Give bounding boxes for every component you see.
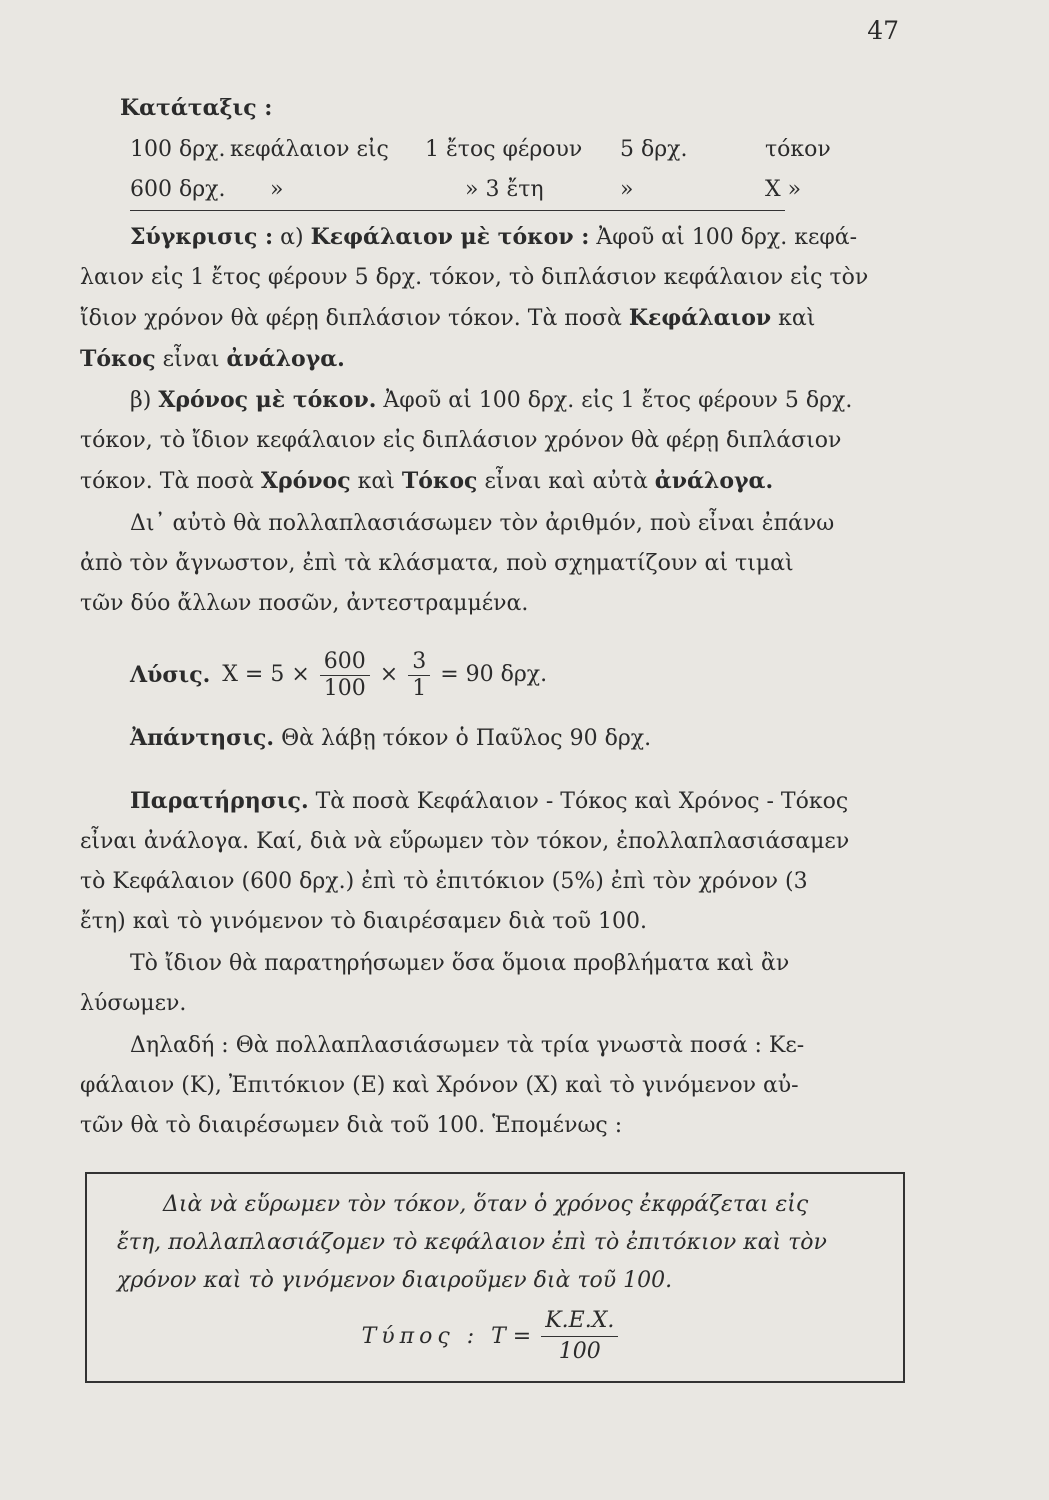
answer-text: Θὰ λάβῃ τόκον ὁ Παῦλος 90 δρχ.: [281, 726, 652, 751]
compare-b-bold: Χρόνος μὲ τόκον.: [158, 387, 377, 413]
text-line: [80, 380, 930, 421]
text-span: Τὰ ποσὰ Κεφάλαιον - Τόκος καὶ Χρόνος - Τόκος: [315, 789, 849, 814]
solution-lhs: Χ = 5 ×: [222, 662, 310, 687]
observation-label: Παρατήρησις.: [130, 788, 309, 814]
divider: [130, 210, 785, 211]
fraction-numerator: 600: [320, 649, 370, 676]
text-span: καὶ: [778, 306, 816, 331]
setup-cell: »: [620, 177, 634, 202]
comparison-section: [80, 217, 930, 502]
rule-box: [85, 1172, 905, 1383]
same-paragraph: [80, 944, 930, 1024]
compare-label: Σύγκρισις :: [130, 224, 274, 250]
text-line: τῶν θὰ τὸ διαιρέσωμεν διὰ τοῦ 100. Ἑπομένως :: [80, 1113, 623, 1138]
term: Κεφάλαιον: [628, 305, 772, 331]
fraction: [408, 649, 430, 702]
term: Χρόνος: [260, 468, 351, 494]
text-line: εἶναι ἀνάλογα. Καί, διὰ νὰ εὕρωμεν τὸν τόκον, ἐπολλαπλασιάσαμεν: [80, 829, 850, 854]
setup-row: [130, 130, 930, 170]
text-line: [80, 781, 930, 822]
compare-a-bold: Κεφάλαιον μὲ τόκον :: [310, 224, 590, 250]
formula: [117, 1306, 873, 1367]
fraction-numerator: Κ.Ε.Χ.: [541, 1306, 618, 1337]
fraction: [541, 1306, 618, 1367]
solution-label: Λύσις.: [130, 662, 211, 688]
namely-paragraph: [80, 1026, 930, 1146]
fraction-numerator: 3: [408, 649, 430, 676]
term: Τόκος: [401, 468, 478, 494]
text-line: ἔτη) καὶ τὸ γινόμενον τὸ διαιρέσαμεν διὰ τοῦ 100.: [80, 909, 647, 934]
setup-cell: » 3 ἔτη: [465, 177, 544, 202]
compare-a-head: α): [280, 225, 304, 250]
solution-equation: [130, 642, 930, 708]
fraction-denominator: 100: [323, 675, 366, 701]
setup-cell: τόκον: [765, 137, 831, 162]
text-span: ἴδιον χρόνον θὰ φέρῃ διπλάσιον τόκον. Τὰ ποσὰ: [80, 306, 622, 331]
answer-label: Ἀπάντησις.: [130, 725, 275, 751]
fraction: [320, 649, 370, 702]
setup-title: Κατάταξις :: [120, 95, 273, 121]
text-span: καὶ: [357, 469, 395, 494]
text-line: τόκον, τὸ ἴδιον κεφάλαιον εἰς διπλάσιον χρόνον θὰ φέρῃ διπλάσιον: [80, 428, 842, 453]
text-line: [80, 461, 930, 502]
term: Τόκος: [80, 346, 156, 372]
text-line: λύσωμεν.: [80, 991, 187, 1016]
text-line: φάλαιον (Κ), Ἐπιτόκιον (Ε) καὶ Χρόνον (Χ) καὶ τὸ γινόμενον αὐ-: [80, 1073, 799, 1098]
observation-paragraph: [80, 781, 930, 942]
text-line: [80, 298, 930, 339]
text-line: τὸ Κεφάλαιον (600 δρχ.) ἐπὶ τὸ ἐπιτόκιον (5%) ἐπὶ τὸν χρόνον (3: [80, 869, 808, 894]
formula-lhs: Τ =: [491, 1323, 532, 1349]
text-span: Ἀφοῦ αἱ 100 δρχ. εἰς 1 ἔτος φέρουν 5 δρχ.: [383, 388, 853, 413]
text-line: Δι᾽ αὐτὸ θὰ πολλαπλασιάσωμεν τὸν ἀριθμόν, ποὺ εἶναι ἐπάνω: [130, 511, 835, 536]
setup-cell: 600 δρχ.: [130, 177, 226, 202]
page-number: 47: [867, 16, 899, 45]
rule-line: χρόνον καὶ τὸ γινόμενον διαιροῦμεν διὰ τοῦ 100.: [117, 1268, 673, 1293]
setup-cell: »: [270, 177, 284, 202]
answer-line: [80, 718, 930, 759]
setup-cell: 100 δρχ.: [130, 137, 226, 162]
text-span: τόκον. Τὰ ποσὰ: [80, 469, 254, 494]
page-content: [80, 88, 930, 1383]
term: ἀνάλογα.: [654, 468, 774, 494]
text-line: Δηλαδή : Θὰ πολλαπλασιάσωμεν τὰ τρία γνωστὰ ποσά : Κε-: [130, 1033, 805, 1058]
text-line: [80, 339, 930, 380]
setup-cell: 5 δρχ.: [620, 137, 688, 162]
term: ἀνάλογα.: [226, 346, 345, 372]
times-sign: ×: [379, 662, 399, 687]
text-line: λαιον εἰς 1 ἔτος φέρουν 5 δρχ. τόκον, τὸ διπλάσιον κεφάλαιον εἰς τὸν: [80, 265, 869, 290]
rule-line: Διὰ νὰ εὕρωμεν τὸν τόκον, ὅταν ὁ χρόνος ἐκφράζεται εἰς: [163, 1192, 809, 1217]
solution-result: = 90 δρχ.: [440, 662, 548, 687]
text-line: τῶν δύο ἄλλων ποσῶν, ἀντεστραμμένα.: [80, 591, 529, 616]
fraction-denominator: 1: [412, 675, 427, 701]
setup-cell: 1 ἔτος φέρουν: [425, 137, 583, 162]
fraction-denominator: 100: [558, 1339, 601, 1364]
setup-cell: κεφάλαιον εἰς: [230, 137, 389, 162]
text-span: εἶναι καὶ αὐτὰ: [484, 469, 648, 494]
text-line: [80, 217, 930, 258]
text-line: Τὸ ἴδιον θὰ παρατηρήσωμεν ὅσα ὅμοια προβλήματα καὶ ἂν: [130, 951, 790, 976]
setup-row: [130, 170, 930, 210]
rule-line: ἔτη, πολλαπλασιάζομεν τὸ κεφάλαιον ἐπὶ τὸ ἐπιτόκιον καὶ τὸν: [117, 1230, 827, 1255]
text-span: εἶναι: [162, 347, 220, 372]
setup-cell: Χ »: [765, 177, 802, 202]
formula-label: Τύπος :: [361, 1323, 480, 1349]
text-line: ἀπὸ τὸν ἄγνωστον, ἐπὶ τὰ κλάσματα, ποὺ σχηματίζουν αἱ τιμαὶ: [80, 551, 794, 576]
method-paragraph: [80, 504, 930, 624]
compare-b-head: β): [130, 388, 152, 413]
text-span: Ἀφοῦ αἱ 100 δρχ. κεφά-: [596, 225, 858, 250]
